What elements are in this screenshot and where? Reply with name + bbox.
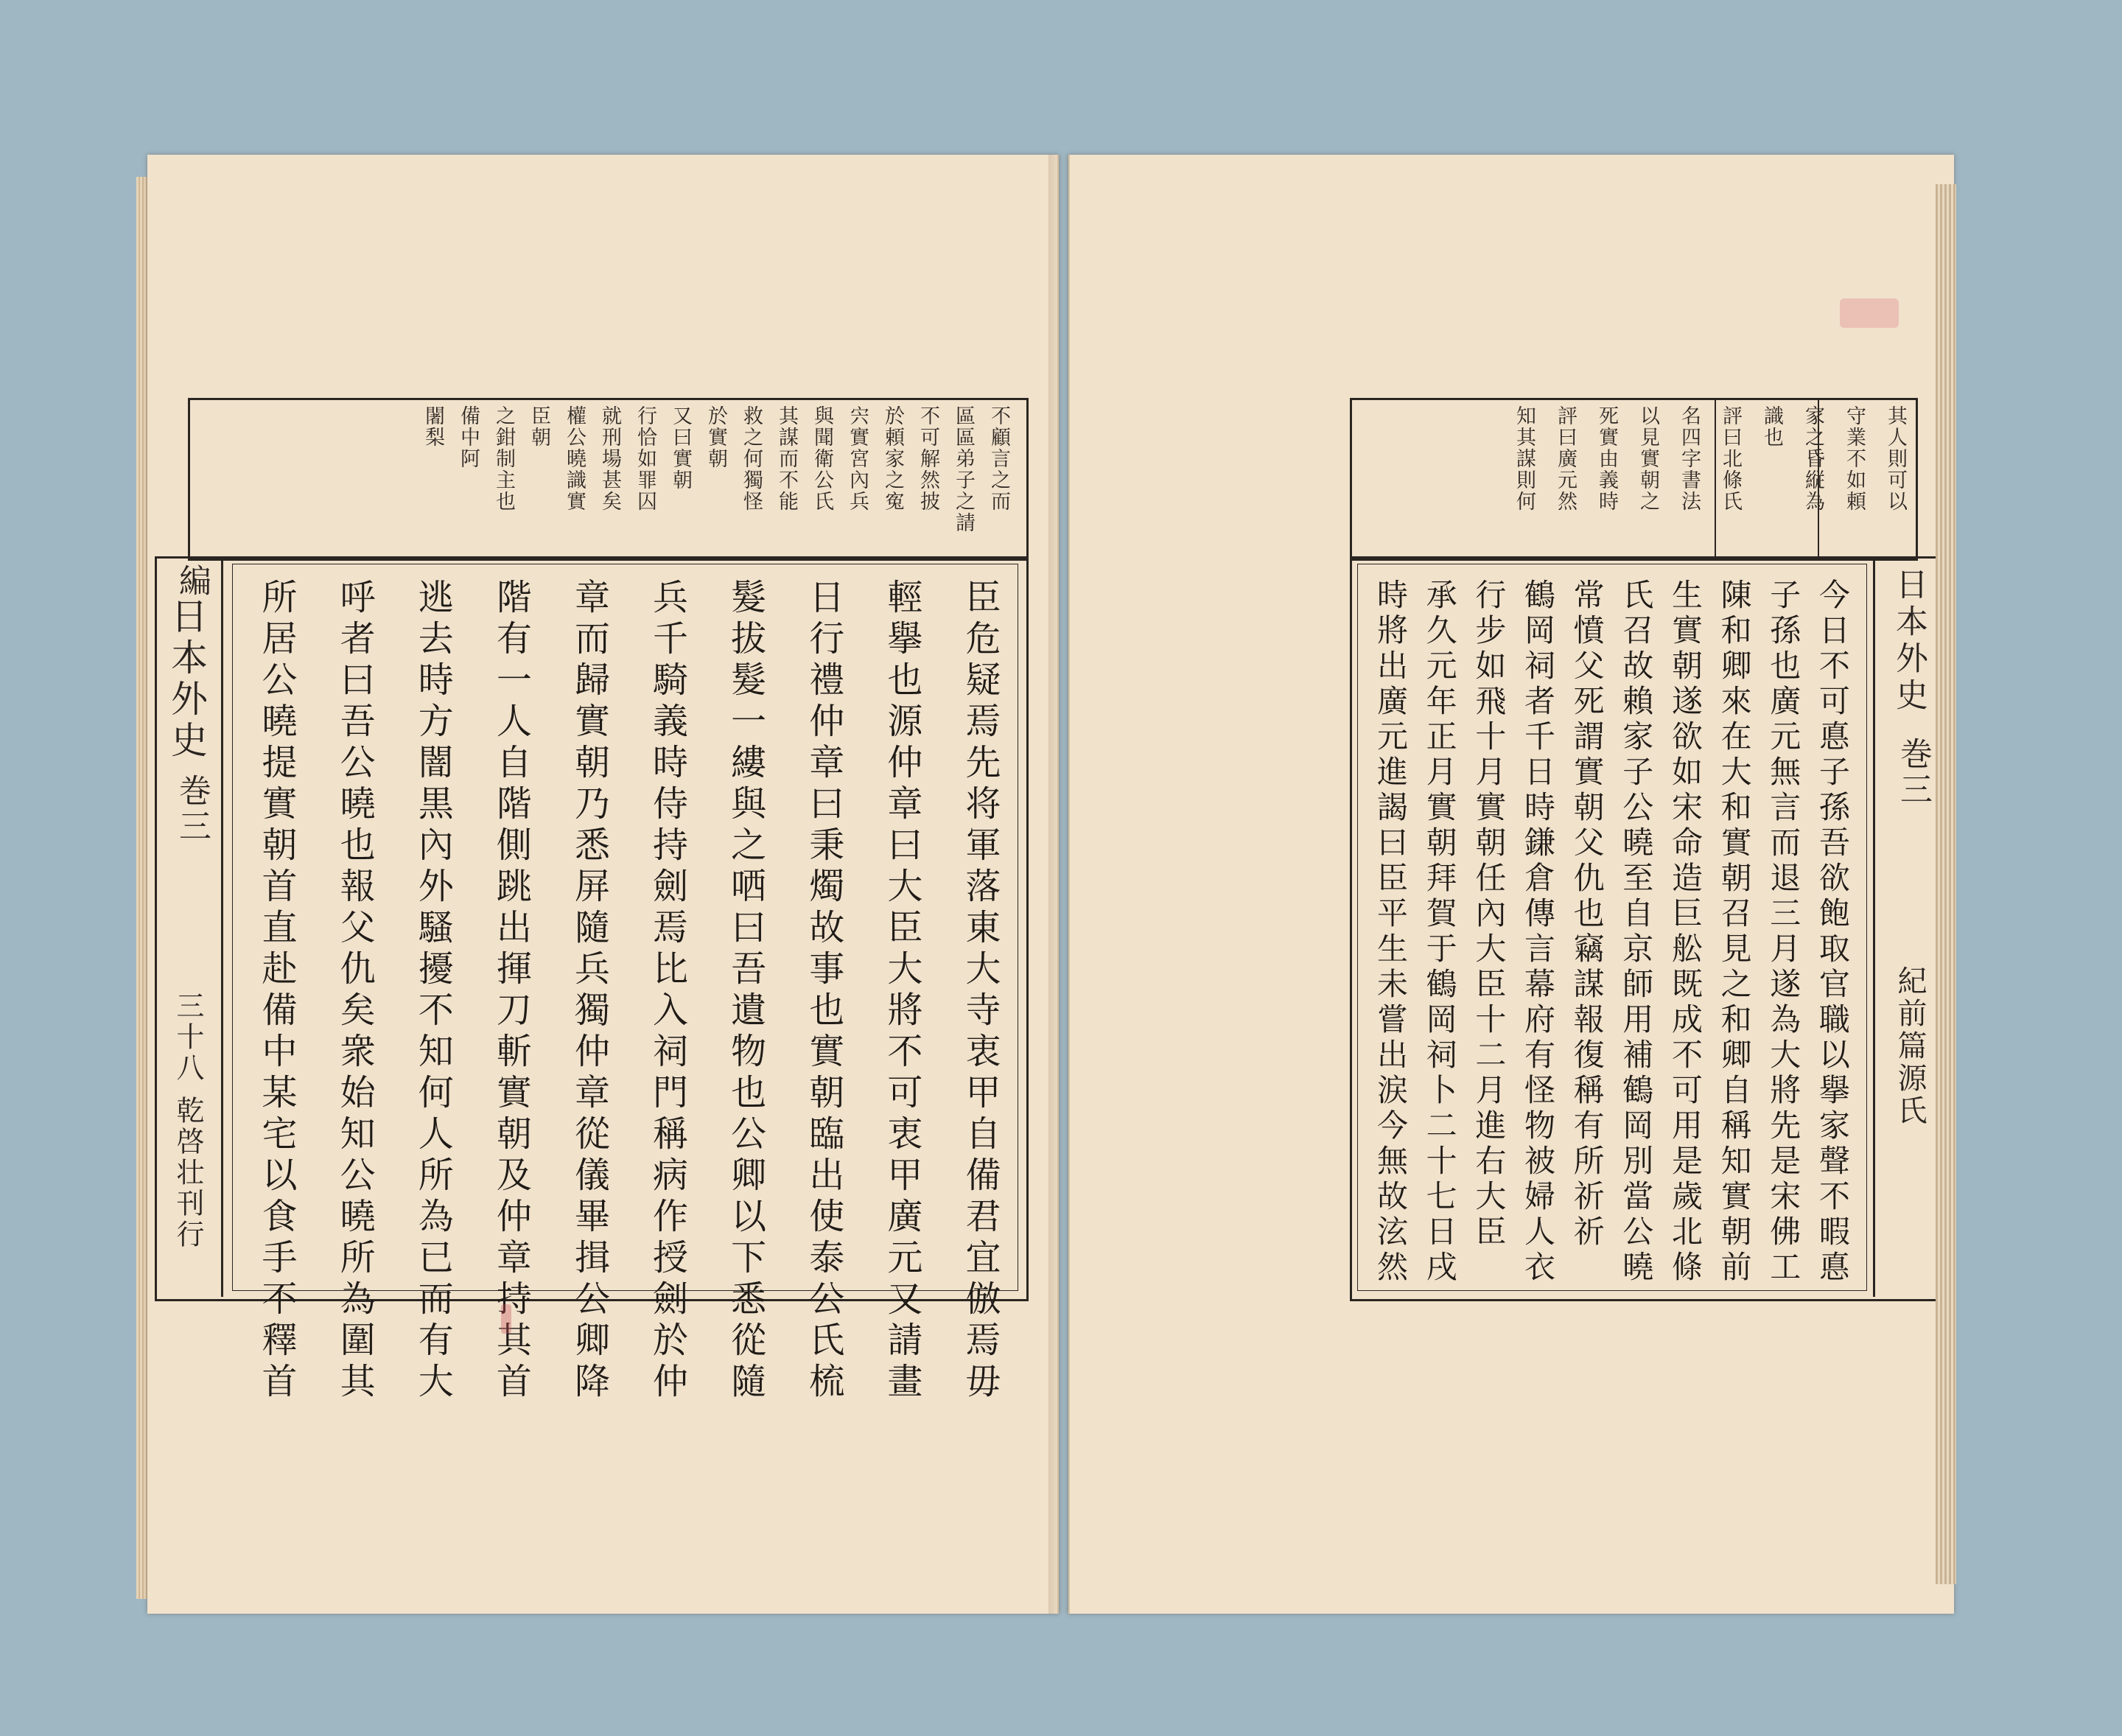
note: 行恰如罪囚 (634, 405, 656, 512)
text-column: 呼者曰吾公曉也報父仇矣衆始知公曉所為圍其 (334, 578, 376, 1404)
red-stamp-residue (1840, 298, 1899, 328)
note: 權公曉識實 (563, 405, 586, 512)
note: 其謀而不能 (775, 405, 798, 512)
text-column: 日行禮仲章曰秉燭故事也實朝臨出使泰公氏梳 (802, 578, 844, 1404)
right-margin-title: 日本外史 (1890, 567, 1927, 715)
note: 不可解然披 (917, 405, 939, 512)
left-margin-title: 日本外史 (165, 597, 208, 762)
text-column: 逃去時方闇黒內外騷擾不知何人所為已而有大 (412, 578, 454, 1404)
note: 區區弟子之請 (952, 405, 975, 533)
text-column: 行步如飛十月實朝任內大臣十二月進右大臣 (1471, 578, 1508, 1250)
text-column: 所居公曉提實朝首直赴備中某宅以食手不釋首 (256, 578, 297, 1404)
note: 家之昏縦為 (1801, 405, 1824, 512)
right-body-text (1372, 578, 1851, 1286)
text-column: 輕擧也源仲章曰大臣大將不可衷甲廣元又請畫 (880, 578, 922, 1404)
note: 評曰北條氏 (1719, 405, 1742, 512)
note: 知其謀則何 (1513, 405, 1536, 512)
note: 死實由義時 (1595, 405, 1618, 512)
right-notes (1361, 405, 1906, 553)
note: 不顧言之而 (987, 405, 1010, 512)
text-column: 臣危疑焉先将軍落東大寺衷甲自備君宜倣焉毋 (959, 578, 1001, 1404)
text-column: 髮拔髮一縷與之哂曰吾遺物也公卿以下悉從隨 (724, 578, 766, 1404)
note: 闍梨 (421, 405, 444, 448)
note: 於實朝 (704, 405, 727, 469)
left-margin-volume: 巻三 (173, 774, 211, 844)
note: 之鉗制主也 (492, 405, 515, 512)
right-page (1068, 155, 1954, 1614)
left-margin-footer: 三十八 乾啓壮刊行 (172, 991, 204, 1251)
text-column: 時將出廣元進謁曰臣平生未嘗出涙今無故泫然 (1373, 578, 1409, 1286)
left-body-text (256, 578, 1001, 1404)
note: 臣朝 (528, 405, 550, 448)
note: 於頼家之寃 (881, 405, 904, 512)
right-margin-volume: 巻三 (1894, 737, 1932, 808)
text-column: 承久元年正月實朝拜賀于鶴岡祠卜二十七日戌 (1421, 578, 1458, 1286)
right-margin-divider (1873, 556, 1875, 1297)
left-notes (199, 405, 1009, 553)
right-book-edge (1936, 184, 1956, 1584)
note: 又曰實朝 (669, 405, 692, 491)
text-column: 兵千騎義時侍持劍焉比入祠門稱病作授劍於仲 (646, 578, 688, 1404)
text-column: 陳和卿來在大和實朝召見之和卿自稱知實朝前 (1716, 578, 1753, 1286)
text-column: 氏召故賴家子公曉至自京師用補鶴岡別當公曉 (1618, 578, 1655, 1286)
text-column: 生實朝遂欲如宋命造巨舩既成不可用是歲北條 (1667, 578, 1703, 1286)
note: 救之何獨怪 (740, 405, 763, 512)
text-column: 鶴岡祠者千日時鎌倉傳言幕府有怪物被婦人衣 (1519, 578, 1556, 1286)
note: 備中阿 (457, 405, 480, 469)
open-book (136, 155, 1949, 1614)
note: 宍實宮內兵 (846, 405, 869, 512)
note: 與聞衛公氏 (810, 405, 833, 512)
text-column: 子孫也廣元無言而退三月遂為大將先是宋佛工 (1765, 578, 1802, 1286)
note: 以見實朝之 (1636, 405, 1659, 512)
red-ink-stain (501, 1304, 511, 1334)
left-page (147, 155, 1059, 1614)
text-column: 常憤父死謂實朝父仇也竊謀報復稱有所祈祈 (1569, 578, 1605, 1250)
left-margin-divider (221, 556, 223, 1297)
note: 其人則可以 (1884, 405, 1907, 512)
text-column: 章而歸實朝乃悉屏隨兵獨仲章從儀畢揖公卿降 (568, 578, 610, 1404)
note: 識也 (1760, 405, 1783, 448)
right-margin-footer: 紀前篇源氏 (1893, 965, 1927, 1127)
note: 名四字書法 (1678, 405, 1701, 512)
note: 就刑場甚矣 (598, 405, 621, 512)
note: 評曰廣元然 (1554, 405, 1577, 512)
text-column: 今日不可悳子孫吾欲飽取官職以擧家聲不暇悳 (1814, 578, 1851, 1286)
text-column: 階有一人自階側跳出揮刀斬實朝及仲章持其首 (490, 578, 532, 1404)
note: 守業不如頼 (1843, 405, 1866, 512)
left-margin-mark: 編 (173, 564, 211, 599)
